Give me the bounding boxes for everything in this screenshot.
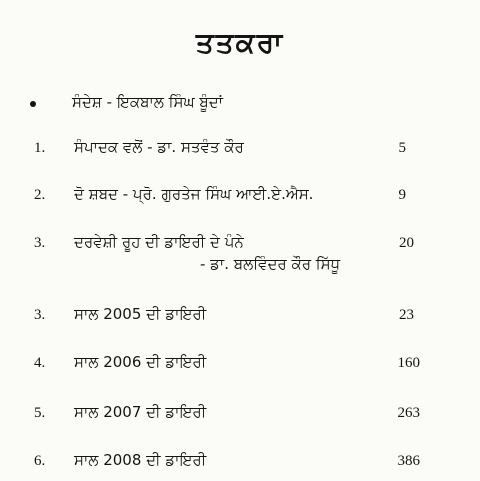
bullet-icon (30, 101, 36, 107)
entry-page: 9 (398, 187, 406, 203)
entry-page: 5 (398, 140, 406, 156)
page-title: ਤਤਕਰਾ (195, 26, 285, 59)
entry-page: 23 (399, 307, 414, 323)
entry-subtitle: - ਡਾ. ਬਲਵਿੰਦਰ ਕੌਰ ਸਿੱਧੂ (200, 255, 341, 273)
toc-row (0, 185, 480, 215)
entry-title: ਦਰਵੇਸ਼ੀ ਰੂਹ ਦੀ ਡਾਇਰੀ ਦੇ ਪੰਨੇ (74, 233, 244, 251)
entry-page: 20 (399, 235, 414, 251)
entry-title: ਸਾਲ 2006 ਦੀ ਡਾਇਰੀ (74, 353, 207, 371)
intro-row (0, 93, 480, 123)
entry-page: 160 (397, 355, 420, 371)
entry-title: ਸਾਲ 2007 ਦੀ ਡਾਇਰੀ (74, 403, 207, 421)
entry-number: 3. (34, 235, 46, 251)
intro-text: ਸੰਦੇਸ਼ - ਇਕਬਾਲ ਸਿੰਘ ਬੂੰਦਾਂ (72, 93, 223, 111)
entry-number: 4. (34, 355, 46, 371)
entry-title: ਸਾਲ 2008 ਦੀ ਡਾਇਰੀ (74, 451, 207, 469)
entry-page: 263 (397, 405, 420, 421)
entry-title: ਸਾਲ 2005 ਦੀ ਡਾਇਰੀ (74, 305, 207, 323)
entry-number: 5. (34, 405, 46, 421)
toc-row (0, 233, 480, 285)
entry-title: ਦੋ ਸ਼ਬਦ - ਪ੍ਰੋ. ਗੁਰਤੇਜ ਸਿੰਘ ਆਈ.ਏ.ਐਸ. (74, 185, 314, 203)
entry-title: ਸੰਪਾਦਕ ਵਲੋਂ - ਡਾ. ਸਤਵੰਤ ਕੌਰ (74, 138, 244, 156)
entry-number: 1. (34, 140, 46, 156)
entry-number: 3. (34, 307, 46, 323)
toc-row (0, 305, 480, 335)
entry-page: 386 (397, 453, 420, 469)
toc-row (0, 451, 480, 481)
entry-number: 6. (34, 453, 46, 469)
toc-row (0, 353, 480, 383)
toc-row (0, 403, 480, 433)
entry-number: 2. (34, 187, 46, 203)
toc-row (0, 138, 480, 168)
